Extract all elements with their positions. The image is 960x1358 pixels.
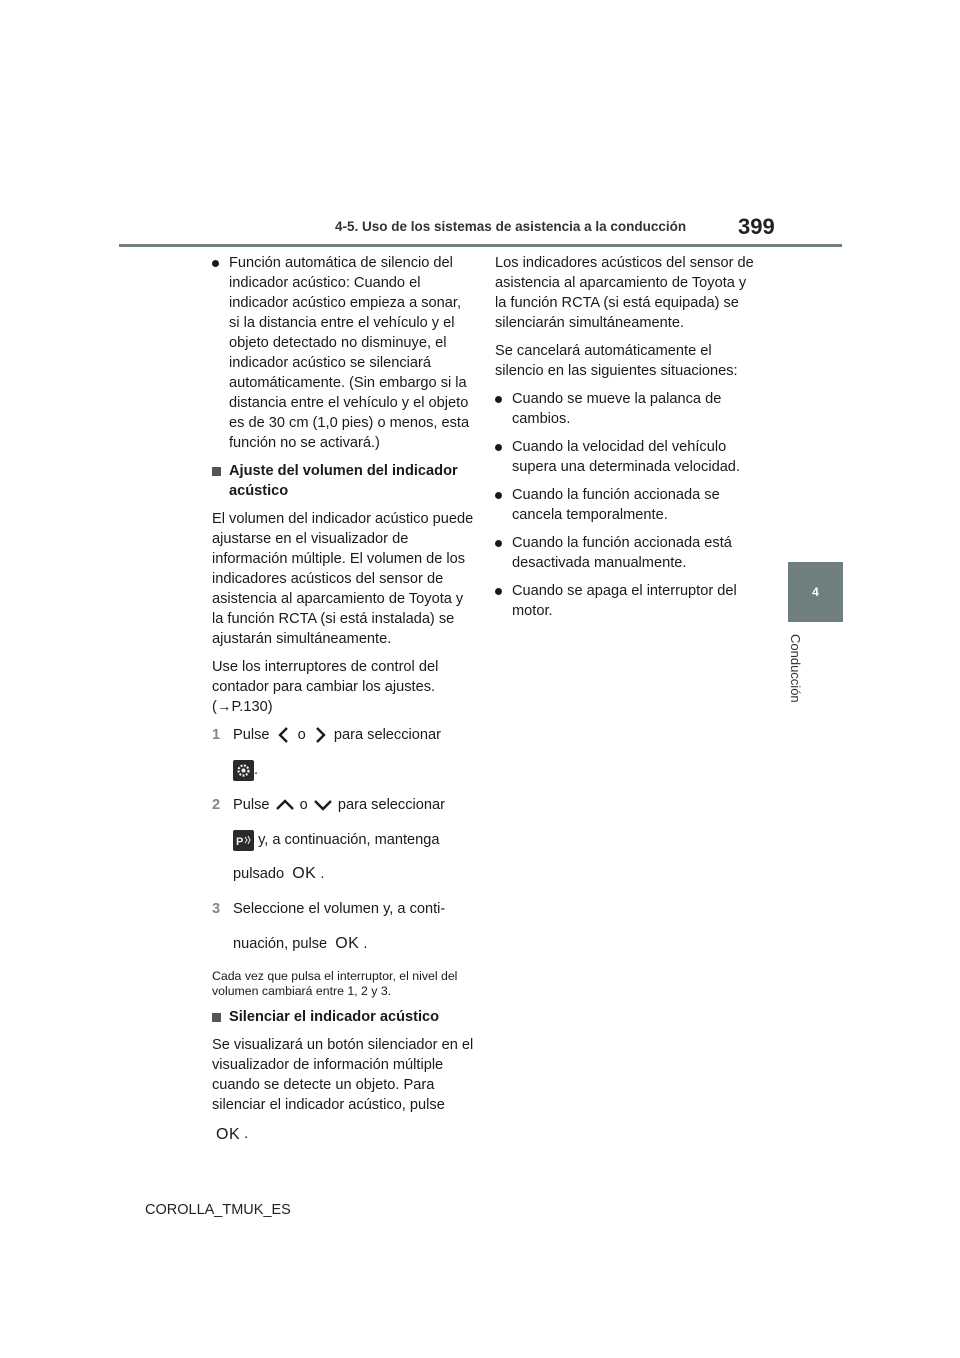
chevron-right-icon xyxy=(310,725,330,745)
step-1 xyxy=(212,725,474,785)
step-text: y, a continuación, mantenga xyxy=(258,832,440,849)
heading-text: Ajuste del volumen del indicador acústico xyxy=(229,463,458,499)
bullet-text: Cuando se mueve la palanca de cambios. xyxy=(512,391,722,427)
square-bullet-icon xyxy=(212,1013,221,1022)
paragraph: Se cancelará automáticamente el silencio en las siguientes situaciones: xyxy=(495,343,738,379)
paragraph: Use los interruptores de control del contador para cambiar los ajustes. (→P.130) xyxy=(212,659,439,715)
step-text: . xyxy=(254,762,259,779)
bullet-icon xyxy=(495,588,502,595)
paragraph: Los indicadores acústicos del sensor de asistencia al aparcamiento de Toyota y la función RCTA (si está equipada) se silenciarán simultáneamente. xyxy=(495,255,754,331)
bullet-text: Cuando la función accionada se cancela temporalmente. xyxy=(512,487,720,523)
square-bullet-icon xyxy=(212,467,221,476)
section-title: 4-5. Uso de los sistemas de asistencia a la conducción xyxy=(335,219,687,234)
step-number: 1 xyxy=(212,727,221,743)
chapter-tab xyxy=(788,562,843,622)
bullet-icon xyxy=(495,540,502,547)
section-heading xyxy=(212,461,474,501)
chevron-down-icon xyxy=(312,797,334,813)
step-text: Seleccione el volumen y, a conti- xyxy=(233,901,446,918)
svg-text:P: P xyxy=(236,835,244,848)
bullet-icon xyxy=(495,444,502,451)
heading-text: Silenciar el indicador acústico xyxy=(229,1009,440,1026)
step-text: Pulse xyxy=(233,797,270,814)
list-item xyxy=(495,581,757,621)
note-text: Cada vez que pulsa el interruptor, el nivel del volumen cambiará entre 1, 2 y 3. xyxy=(212,969,458,999)
step-text: . xyxy=(320,866,325,883)
chapter-label: Conducción xyxy=(788,634,803,703)
chapter-tab-label xyxy=(771,634,821,704)
step-text: . xyxy=(363,936,368,953)
bullet-icon xyxy=(495,396,502,403)
step-3 xyxy=(212,899,474,959)
step-text: o xyxy=(299,797,308,814)
paragraph: El volumen del indicador acústico puede ajustarse en el visualizador de información múltiple. El volumen de los indicadores acústicos del sensor de asistencia al aparcamiento de Toyota y la función RCTA (si está instalada) se ajustarán simultáneamente. xyxy=(212,511,474,647)
ok-button-icon: OK xyxy=(292,865,317,883)
step-text: . xyxy=(244,1126,249,1143)
list-item xyxy=(212,253,474,453)
bullet-icon xyxy=(212,260,219,267)
step-2 xyxy=(212,795,474,889)
settings-gear-icon xyxy=(233,760,254,781)
list-item xyxy=(495,437,757,477)
right-column xyxy=(495,253,757,629)
bullet-text: Cuando la función accionada está desactivada manualmente. xyxy=(512,535,732,571)
step-number: 3 xyxy=(212,901,221,918)
bullet-text: Cuando la velocidad del vehículo supera una determinada velocidad. xyxy=(512,439,740,475)
parking-sensor-icon xyxy=(233,830,254,851)
left-column xyxy=(212,253,474,1150)
bullet-text: Función automática de silencio del indicador acústico: Cuando el indicador acústico empieza a sonar, si la distancia entre el vehículo y el objeto detectado no disminuye, el indicador acústico se silenciará automáticamente. (Sin embargo si la distancia entre el vehículo y el objeto es de 30 cm (1,0 pies) o menos, esta función no se activará.) xyxy=(229,255,470,451)
step-text: o xyxy=(297,727,306,743)
bullet-icon xyxy=(495,492,502,499)
chapter-number: 4 xyxy=(812,585,819,599)
step-text: para seleccionar xyxy=(337,797,445,814)
chevron-left-icon xyxy=(274,725,294,745)
section-heading xyxy=(212,1007,474,1027)
step-text: nuación, pulse xyxy=(233,936,328,953)
list-item xyxy=(495,485,757,525)
list-item xyxy=(495,389,757,429)
ok-button-icon: OK xyxy=(216,1125,241,1143)
document-code: COROLLA_TMUK_ES xyxy=(145,1202,291,1218)
step-number: 2 xyxy=(212,797,221,814)
paragraph: Se visualizará un botón silenciador en el visualizador de información múltiple cuando se detecte un objeto. Para silenciar el indicador acústico, pulse xyxy=(212,1037,474,1114)
bullet-text: Cuando se apaga el interruptor del motor. xyxy=(512,583,737,619)
step-text: pulsado xyxy=(233,866,285,883)
page-number: 399 xyxy=(738,214,775,239)
list-item xyxy=(495,533,757,573)
step-text: para seleccionar xyxy=(333,727,441,743)
chevron-up-icon xyxy=(274,797,296,813)
ok-button-icon: OK xyxy=(335,935,360,953)
step-text: Pulse xyxy=(233,727,270,743)
header-divider xyxy=(119,244,842,247)
